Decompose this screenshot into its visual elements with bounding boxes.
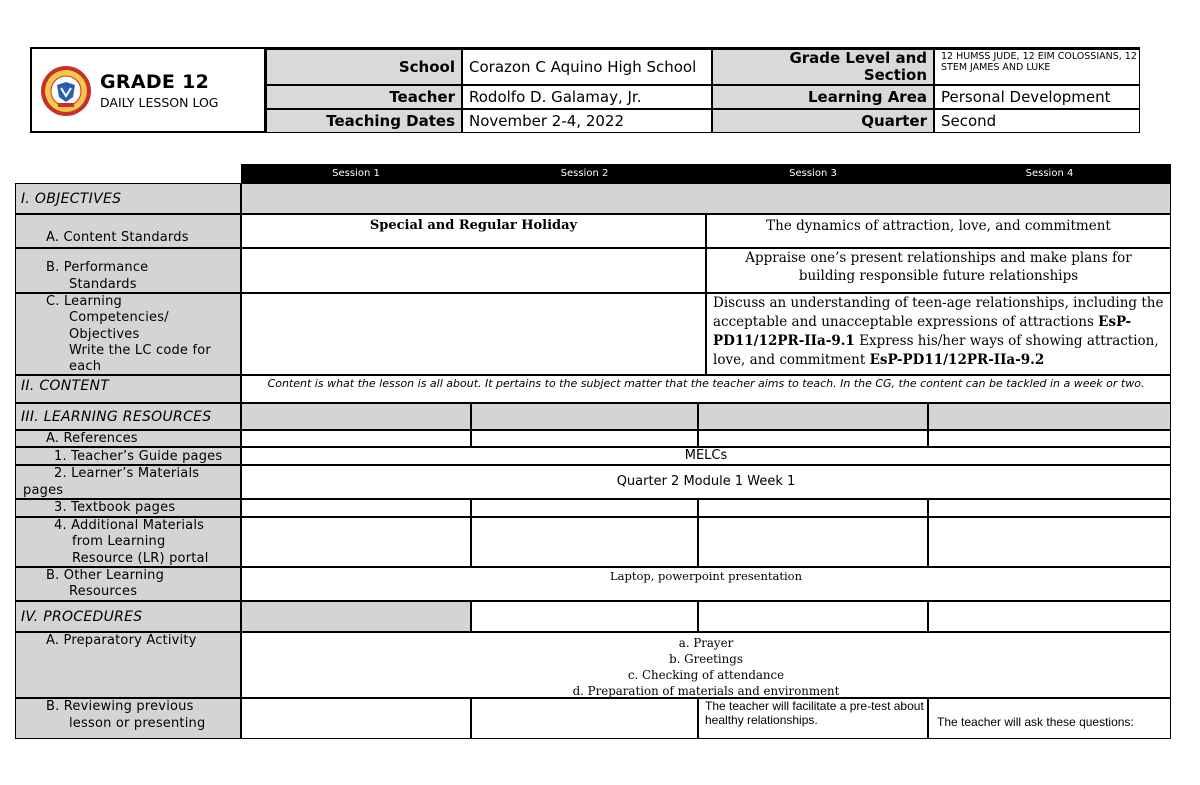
reviewing-label-line2: lesson or presenting [69, 715, 206, 731]
additional-label-line2: from Learning [72, 534, 166, 550]
additional-label-line1: 4. Additional Materials [54, 518, 205, 533]
quarter-value: Second [934, 109, 1140, 133]
competencies-label-line2: Competencies/ [69, 310, 169, 326]
learning-competencies-session-3-4 [706, 293, 1171, 375]
references-session-4 [928, 430, 1171, 447]
teacher-value: Rodolfo D. Galamay, Jr. [462, 85, 712, 109]
grade-level-label [712, 49, 934, 85]
additional-label-line3: Resource (LR) portal [72, 550, 209, 566]
teaching-dates-label: Teaching Dates [266, 109, 462, 133]
references-session-1 [241, 430, 471, 447]
reviewing-label-line1: B. Reviewing previous [46, 699, 194, 714]
procedures-heading-cell-2 [471, 601, 698, 632]
reviewing-session-4: The teacher will ask these questions: [928, 698, 1171, 739]
reviewing-session-2 [471, 698, 698, 739]
learning-area-value: Personal Development [934, 85, 1140, 109]
preparatory-activity-label: A. Preparatory Activity [15, 632, 241, 698]
resources-heading-cell-1 [241, 403, 471, 430]
procedures-heading: IV. PROCEDURES [15, 601, 241, 632]
session-4-header: Session 4 [928, 164, 1171, 183]
competencies-text-1: Discuss an understanding of teen-age relationships, including the acceptable and unacceptable expressions of attractions [713, 295, 1164, 330]
competencies-label-line1: C. Learning [46, 294, 122, 309]
learning-competencies-session-1-2 [241, 293, 706, 375]
quarter-label: Quarter [712, 109, 934, 133]
other-resources-label-line2: Resources [69, 584, 138, 599]
references-session-2 [471, 430, 698, 447]
additional-materials-label [15, 517, 241, 567]
performance-label-line2: Standards [69, 276, 137, 292]
textbook-session-1 [241, 499, 471, 517]
learners-materials-label [15, 465, 241, 499]
logo-cell [32, 49, 266, 131]
learning-competencies-label [15, 293, 241, 375]
additional-session-1 [241, 517, 471, 567]
school-seal-logo [40, 65, 92, 117]
additional-session-2 [471, 517, 698, 567]
teachers-guide-value: MELCs [241, 447, 1171, 465]
page-subtitle: DAILY LESSON LOG [100, 95, 219, 110]
performance-label-line1: B. Performance [46, 260, 149, 275]
objectives-heading-fill [241, 183, 1171, 214]
competencies-text-2: Express his/her ways of showing attraction, love, and commitment [713, 333, 1159, 368]
textbook-session-3 [698, 499, 928, 517]
resources-heading-cell-2 [471, 403, 698, 430]
textbook-pages-label: 3. Textbook pages [15, 499, 241, 517]
learners-materials-value: Quarter 2 Module 1 Week 1 [241, 465, 1171, 499]
page-title: GRADE 12 [100, 71, 210, 93]
content-description: Content is what the lesson is all about. It pertains to the subject matter that the teacher aims to teach. In the CG, the content can be tackled in a week or two. [241, 375, 1171, 403]
content-standards-label: A. Content Standards [15, 214, 241, 248]
learners-materials-label-line2: pages [23, 482, 64, 498]
competencies-code-1: EsP-PD11/12PR-IIa-9.1 [713, 314, 1132, 349]
reviewing-session-3: The teacher will facilitate a pre-test about healthy relationships. [698, 698, 928, 739]
school-value: Corazon C Aquino High School [462, 49, 712, 85]
grade-level-label-line1: Grade Level and [789, 49, 927, 67]
preparatory-item: d. Preparation of materials and environment [572, 684, 840, 698]
competencies-label-line5: each [69, 359, 102, 375]
session-3-header: Session 3 [698, 164, 928, 183]
objectives-heading: I. OBJECTIVES [15, 183, 241, 214]
school-label: School [266, 49, 462, 85]
grade-level-label-line2: Section [863, 66, 927, 84]
preparatory-activity-list [241, 632, 1171, 698]
procedures-heading-cell-4 [928, 601, 1171, 632]
procedures-heading-cell-1 [241, 601, 471, 632]
session-1-header: Session 1 [241, 164, 471, 183]
references-session-3 [698, 430, 928, 447]
other-resources-value: Laptop, powerpoint presentation [241, 567, 1171, 601]
resources-heading-cell-4 [928, 403, 1171, 430]
references-label: A. References [15, 430, 241, 447]
other-resources-label [15, 567, 241, 601]
reviewing-session-1 [241, 698, 471, 739]
teacher-label: Teacher [266, 85, 462, 109]
competencies-label-line3: Objectives [69, 326, 140, 342]
textbook-session-2 [471, 499, 698, 517]
preparatory-item: a. Prayer [678, 636, 734, 650]
procedures-heading-cell-3 [698, 601, 928, 632]
additional-session-3 [698, 517, 928, 567]
teachers-guide-label: 1. Teacher’s Guide pages [15, 447, 241, 465]
competencies-code-2: EsP-PD11/12PR-IIa-9.2 [869, 352, 1045, 368]
textbook-session-4 [928, 499, 1171, 517]
content-standards-session-1-2: Special and Regular Holiday [241, 214, 706, 248]
content-standards-session-3-4: The dynamics of attraction, love, and commitment [706, 214, 1171, 248]
preparatory-item: c. Checking of attendance [627, 668, 785, 682]
content-heading: II. CONTENT [15, 375, 241, 403]
performance-standards-label [15, 248, 241, 293]
grade-level-value: 12 HUMSS JUDE, 12 EIM COLOSSIANS, 12 STEM JAMES AND LUKE [934, 49, 1140, 85]
session-2-header: Session 2 [471, 164, 698, 183]
resources-heading-cell-3 [698, 403, 928, 430]
learning-resources-heading: III. LEARNING RESOURCES [15, 403, 241, 430]
teaching-dates-value: November 2-4, 2022 [462, 109, 712, 133]
competencies-label-line4: Write the LC code for [69, 342, 211, 358]
learners-materials-label-line1: 2. Learner’s Materials [54, 466, 200, 481]
other-resources-label-line1: B. Other Learning [46, 568, 165, 583]
preparatory-item: b. Greetings [669, 652, 743, 666]
reviewing-lesson-label [15, 698, 241, 739]
additional-session-4 [928, 517, 1171, 567]
learning-area-label: Learning Area [712, 85, 934, 109]
lesson-log-header [30, 47, 1140, 133]
performance-standards-session-1-2 [241, 248, 706, 293]
performance-standards-session-3-4: Appraise one’s present relationships and make plans for building responsible future relationships [706, 248, 1171, 293]
